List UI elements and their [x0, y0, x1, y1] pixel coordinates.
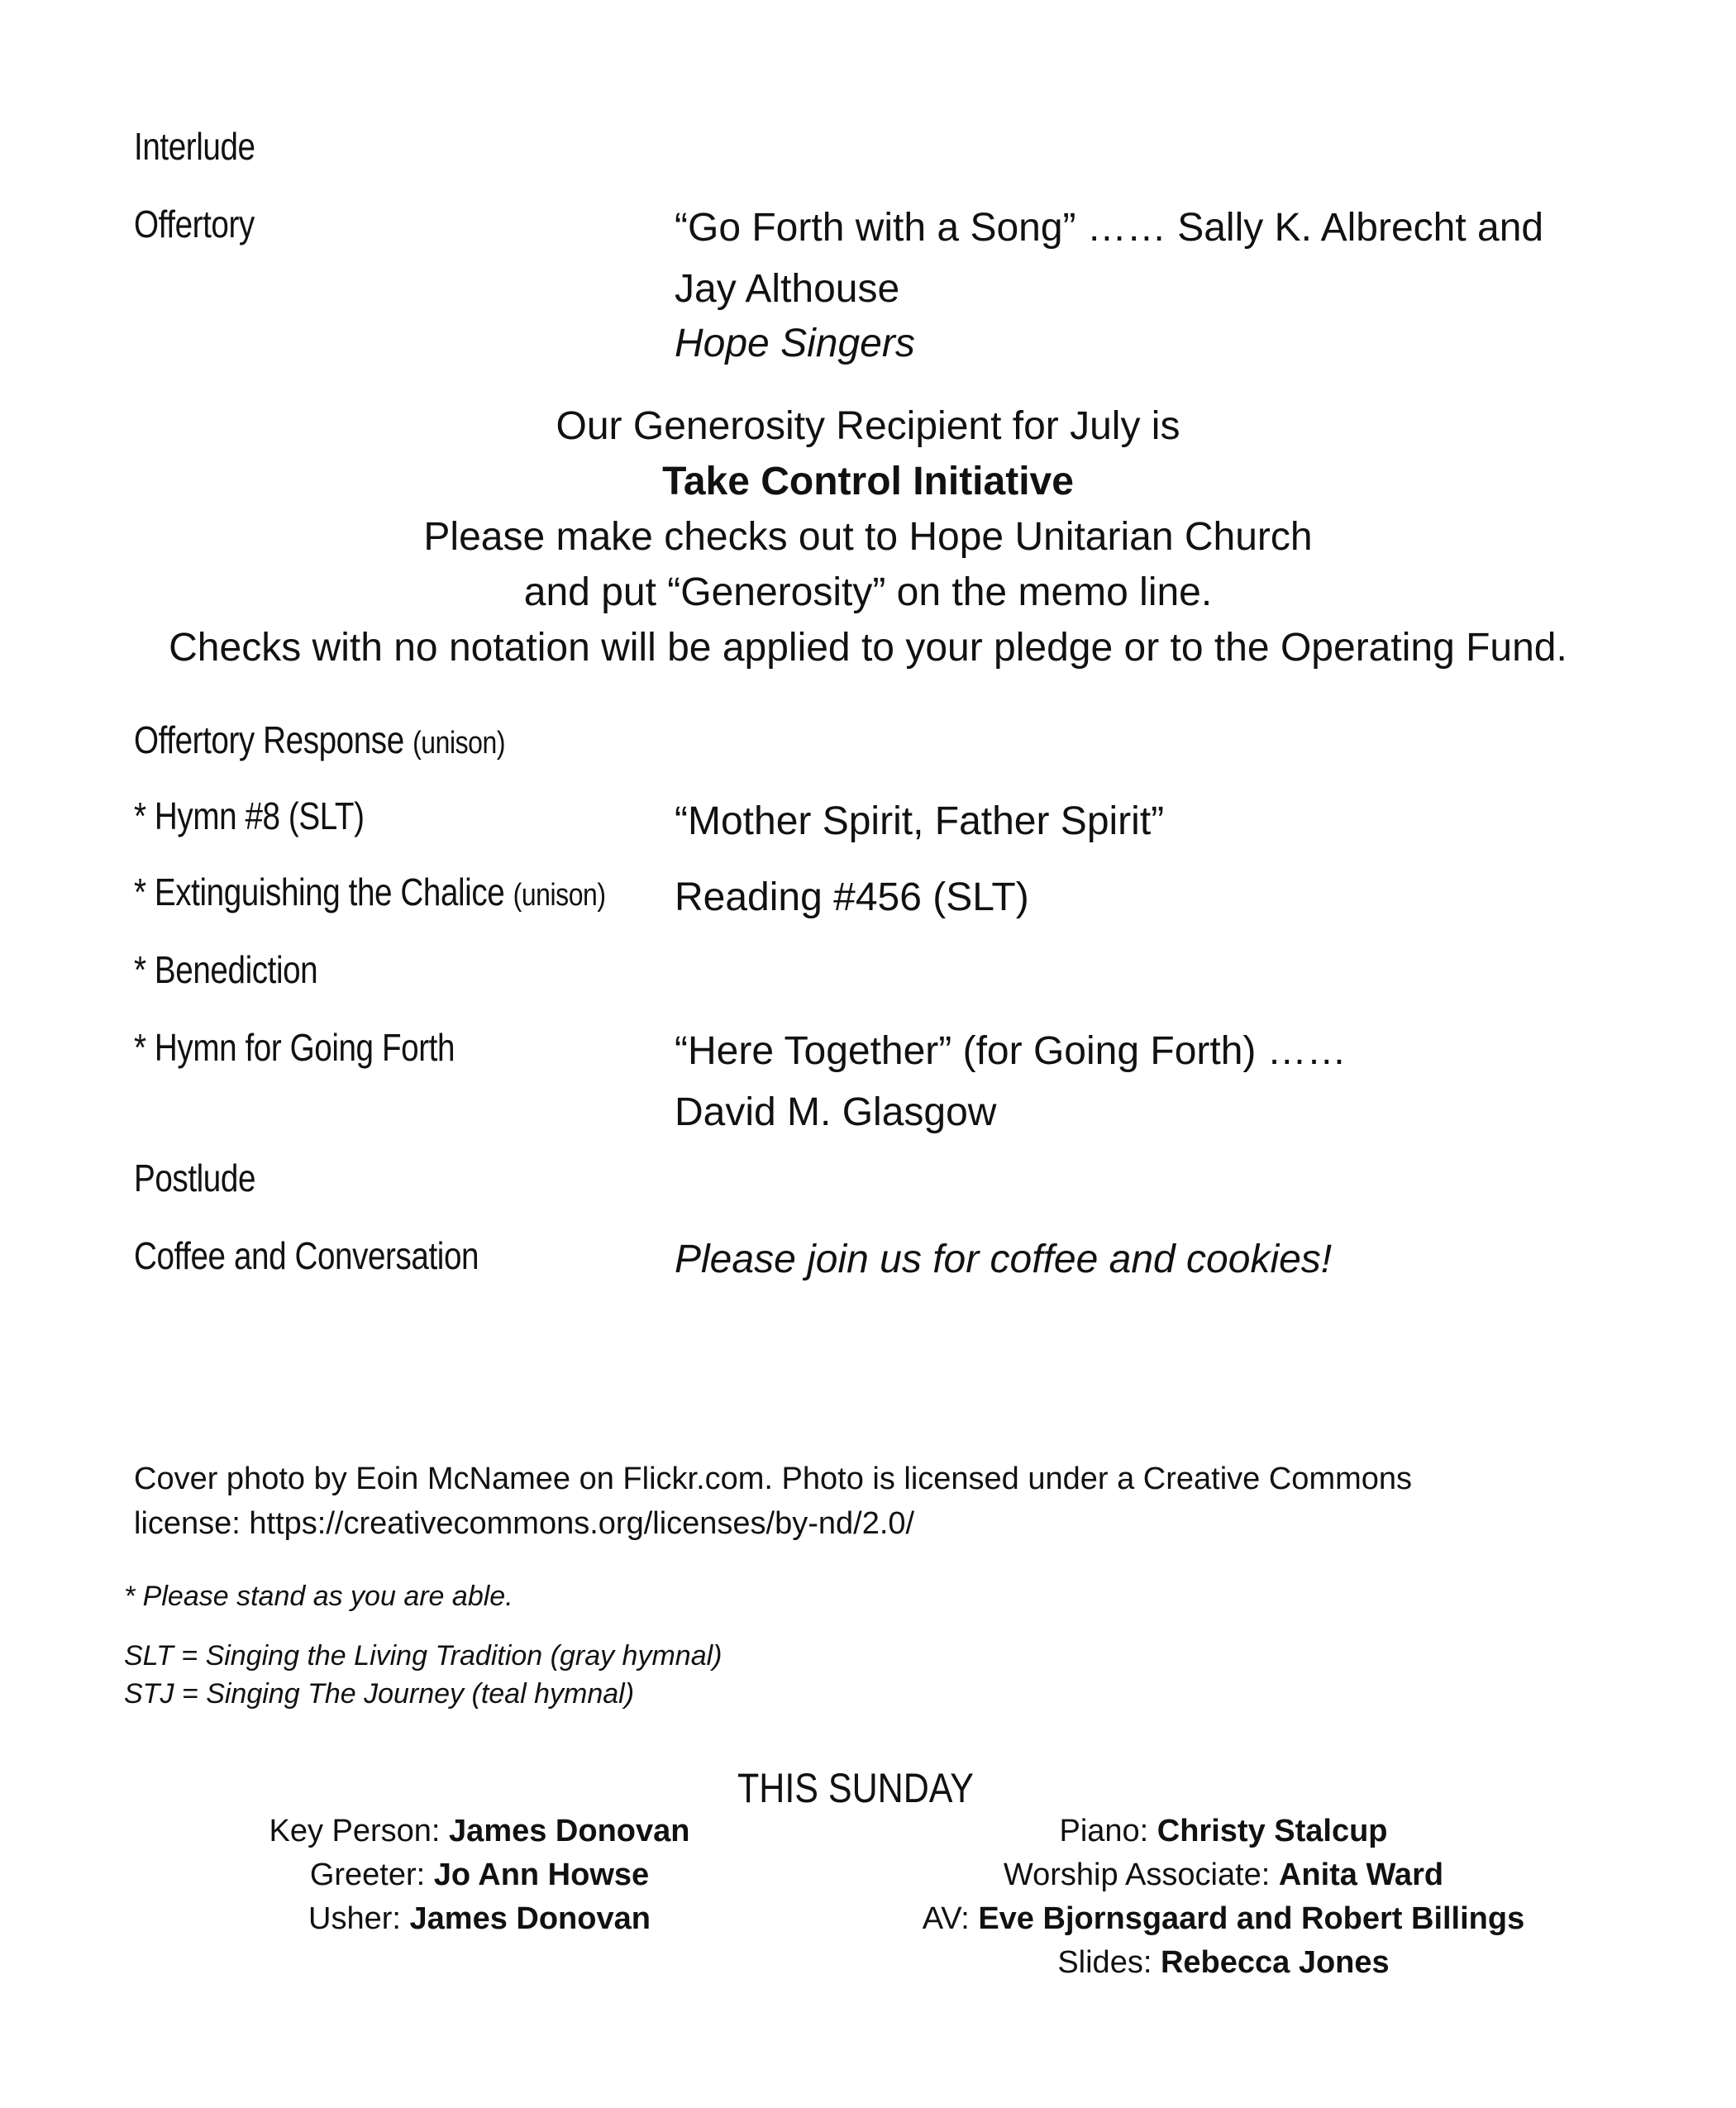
crew-slides — [843, 1945, 1604, 1981]
extinguishing-text: * Extinguishing the Chalice — [134, 870, 505, 913]
benediction-label: * Benediction — [134, 948, 318, 991]
photo-credit-line1: Cover photo by Eoin McNamee on Flickr.com. Photo is licensed under a Creative Commons — [134, 1462, 1413, 1496]
coffee-text: Please join us for coffee and cookies! — [675, 1238, 1333, 1281]
extinguishing-note: (unison) — [513, 878, 606, 913]
crew-av — [843, 1901, 1604, 1937]
generosity-memo: and put “Generosity” on the memo line. — [523, 570, 1213, 614]
generosity-intro: Our Generosity Recipient for July is — [556, 404, 1180, 448]
hymn8-title: “Mother Spirit, Father Spirit” — [675, 799, 1165, 843]
stand-footnote: * Please stand as you are able. — [124, 1581, 513, 1612]
generosity-notation: Checks with no notation will be applied to your pledge or to the Operating Fund. — [169, 626, 1567, 670]
offertory-response-text: Offertory Response — [134, 718, 404, 761]
offertory-composer: Jay Althouse — [675, 267, 900, 311]
crew-role: AV: — [922, 1901, 979, 1936]
offertory-title: “Go Forth with a Song” …… Sally K. Albrecht and — [675, 206, 1544, 250]
postlude-label: Postlude — [134, 1157, 256, 1199]
interlude-label: Interlude — [134, 125, 255, 168]
hymn-going-forth-label: * Hymn for Going Forth — [134, 1026, 455, 1069]
crew-name: Rebecca Jones — [1160, 1945, 1390, 1980]
slt-footnote: SLT = Singing the Living Tradition (gray hymnal) — [124, 1640, 723, 1672]
photo-credit-line2: license: https://creativecommons.org/licenses/by-nd/2.0/ — [134, 1506, 915, 1541]
generosity-checks: Please make checks out to Hope Unitarian Church — [423, 515, 1313, 559]
crew-name: Anita Ward — [1278, 1858, 1444, 1892]
offertory-performer: Hope Singers — [675, 322, 915, 365]
crew-role: Greeter: — [309, 1858, 434, 1892]
extinguishing-label — [134, 870, 606, 914]
crew-name: James Donovan — [449, 1814, 690, 1848]
crew-role: Piano: — [1059, 1814, 1157, 1848]
offertory-label: Offertory — [134, 203, 255, 246]
generosity-recipient: Take Control Initiative — [662, 460, 1074, 503]
hymn8-label: * Hymn #8 (SLT) — [134, 794, 365, 837]
offertory-response-note: (unison) — [413, 726, 506, 761]
extinguishing-reading: Reading #456 (SLT) — [675, 875, 1029, 919]
crew-role: Key Person: — [269, 1814, 450, 1848]
crew-usher — [165, 1901, 794, 1937]
offertory-response-label — [134, 718, 505, 762]
this-sunday-heading: THIS SUNDAY — [737, 1765, 974, 1811]
stj-footnote: STJ = Singing The Journey (teal hymnal) — [124, 1678, 635, 1710]
crew-name: Jo Ann Howse — [433, 1858, 650, 1892]
crew-role: Slides: — [1057, 1945, 1161, 1980]
hymn-going-forth-title: “Here Together” (for Going Forth) …… — [675, 1029, 1347, 1073]
crew-piano — [843, 1814, 1604, 1849]
crew-role: Worship Associate: — [1003, 1858, 1279, 1892]
crew-greeter — [165, 1858, 794, 1893]
crew-name: Eve Bjornsgaard and Robert Billings — [978, 1901, 1525, 1936]
crew-key-person — [165, 1814, 794, 1849]
crew-worship-associate — [843, 1858, 1604, 1893]
crew-role: Usher: — [308, 1901, 410, 1936]
crew-name: James Donovan — [409, 1901, 651, 1936]
crew-name: Christy Stalcup — [1157, 1814, 1388, 1848]
hymn-going-forth-composer: David M. Glasgow — [675, 1090, 997, 1134]
coffee-label: Coffee and Conversation — [134, 1234, 479, 1277]
